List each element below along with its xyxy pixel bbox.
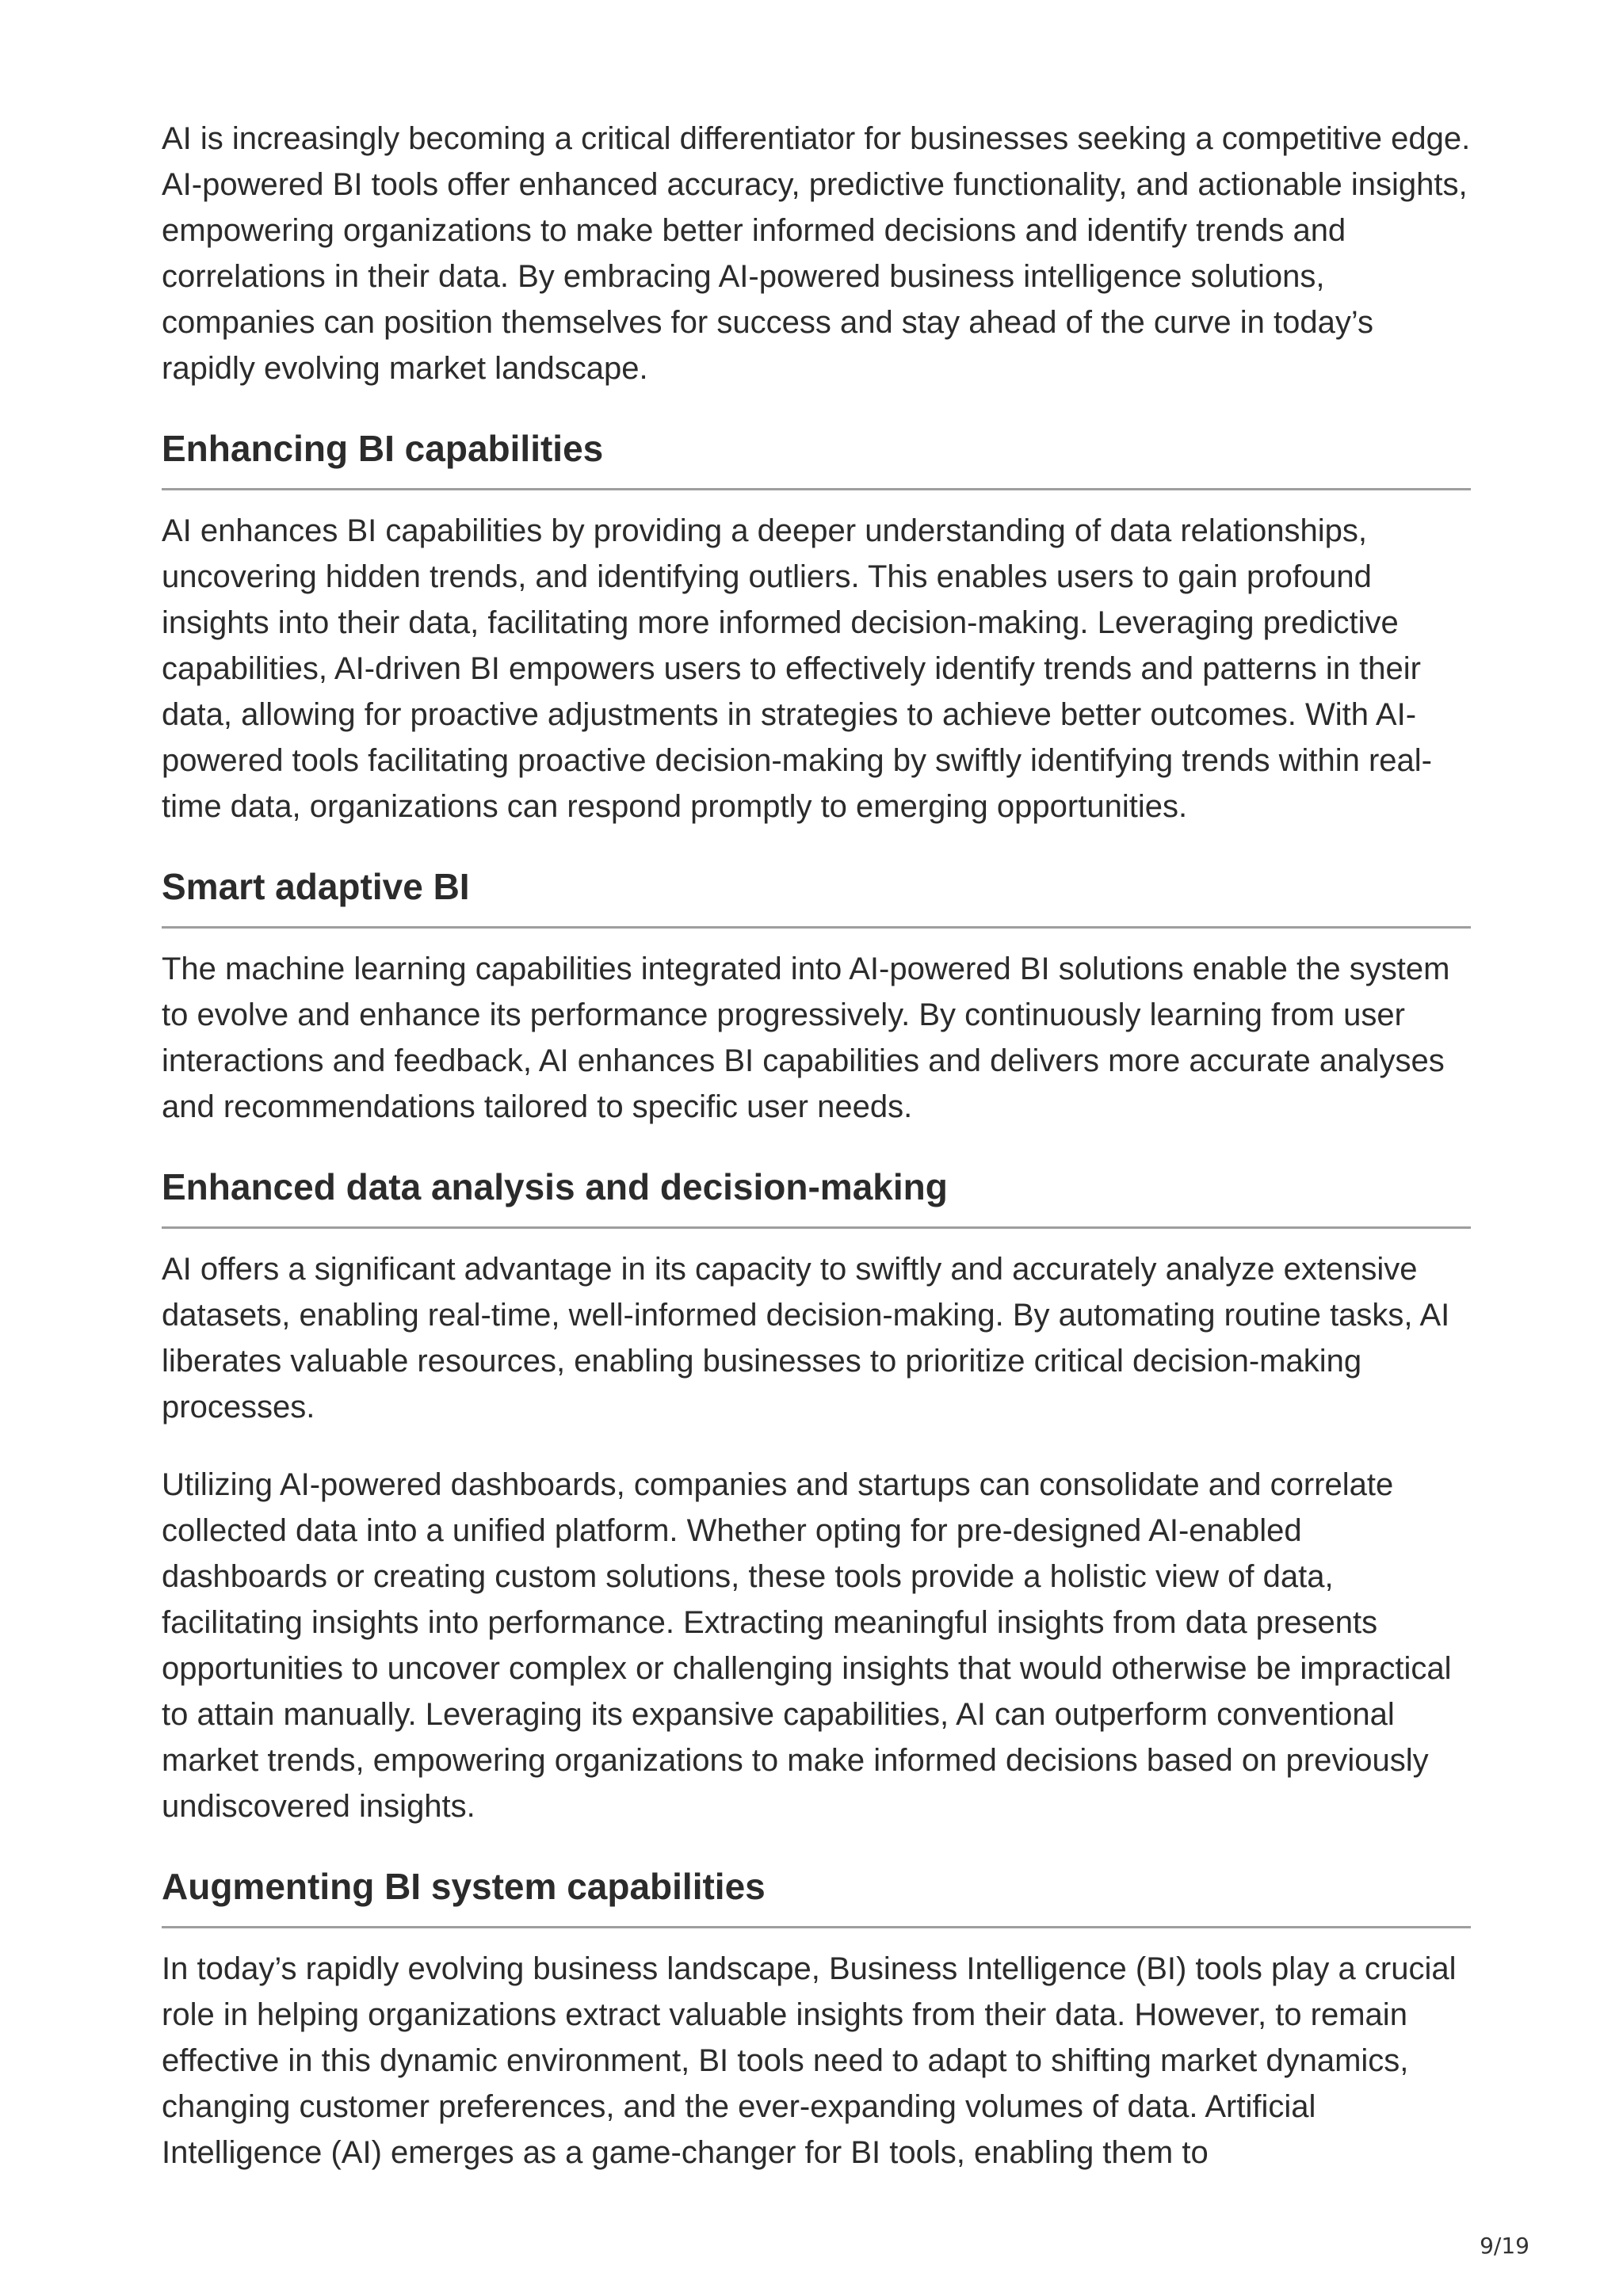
section-smart-adaptive-bi [162, 861, 1471, 1130]
section-enhanced-data-analysis [162, 1161, 1471, 1829]
page-number: 9/19 [1480, 2233, 1529, 2259]
section-paragraph: AI offers a significant advantage in its capacity to swiftly and accurately analyze extensive datasets, enabling real-time, well-informed decision-making. By automating routine tasks, AI liberates valuable resources, enabling businesses to prioritize critical decision-making processes. [162, 1252, 1450, 1425]
section-heading: Smart adaptive BI [162, 861, 1471, 929]
section-heading: Enhancing BI capabilities [162, 423, 1471, 490]
section-heading: Augmenting BI system capabilities [162, 1861, 1471, 1928]
section-augmenting-bi-system [162, 1861, 1471, 2176]
section-paragraph: Utilizing AI-powered dashboards, companies and startups can consolidate and correlate collected data into a unified platform. Whether opting for pre-designed AI-enabled dashboards or creating custom solutions, these tools provide a holistic view of data, facilitating insights into performance. Extracting meaningful insights from data presents opportunities to uncover complex or challenging insights that would otherwise be impractical to attain manually. Leveraging its expansive capabilities, AI can outperform conventional market trends, empowering organizations to make informed decisions based on previously undiscovered insights. [162, 1467, 1452, 1824]
intro-paragraph: AI is increasingly becoming a critical differentiator for businesses seeking a competitive edge. AI-powered BI tools offer enhanced accuracy, predictive functionality, and actionable insights, empowering organizations to make better informed decisions and identify trends and correlations in their data. By embracing AI-powered business intelligence solutions, companies can position themselves for success and stay ahead of the curve in today’s rapidly evolving market landscape. [162, 121, 1471, 386]
section-enhancing-bi-capabilities [162, 423, 1471, 830]
section-heading: Enhanced data analysis and decision-making [162, 1161, 1471, 1229]
section-paragraph: The machine learning capabilities integrated into AI-powered BI solutions enable the system to evolve and enhance its performance progressively. By continuously learning from user interactions and feedback, AI enhances BI capabilities and delivers more accurate analyses and recommendations tailored to specific user needs. [162, 952, 1450, 1124]
section-paragraph: In today’s rapidly evolving business landscape, Business Intelligence (BI) tools play a crucial role in helping organizations extract valuable insights from their data. However, to remain effective in this dynamic environment, BI tools need to adapt to shifting market dynamics, changing customer preferences, and the ever-expanding volumes of data. Artificial Intelligence (AI) emerges as a game-changer for BI tools, enabling them to [162, 1951, 1457, 2170]
section-paragraph: AI enhances BI capabilities by providing a deeper understanding of data relationships, uncovering hidden trends, and identifying outliers. This enables users to gain profound insights into their data, facilitating more informed decision-making. Leveraging predictive capabilities, AI-driven BI empowers users to effectively identify trends and patterns in their data, allowing for proactive adjustments in strategies to achieve better outcomes. With AI-powered tools facilitating proactive decision-making by swiftly identifying trends within real-time data, organizations can respond promptly to emerging opportunities. [162, 513, 1432, 824]
document-page [162, 116, 1471, 2207]
